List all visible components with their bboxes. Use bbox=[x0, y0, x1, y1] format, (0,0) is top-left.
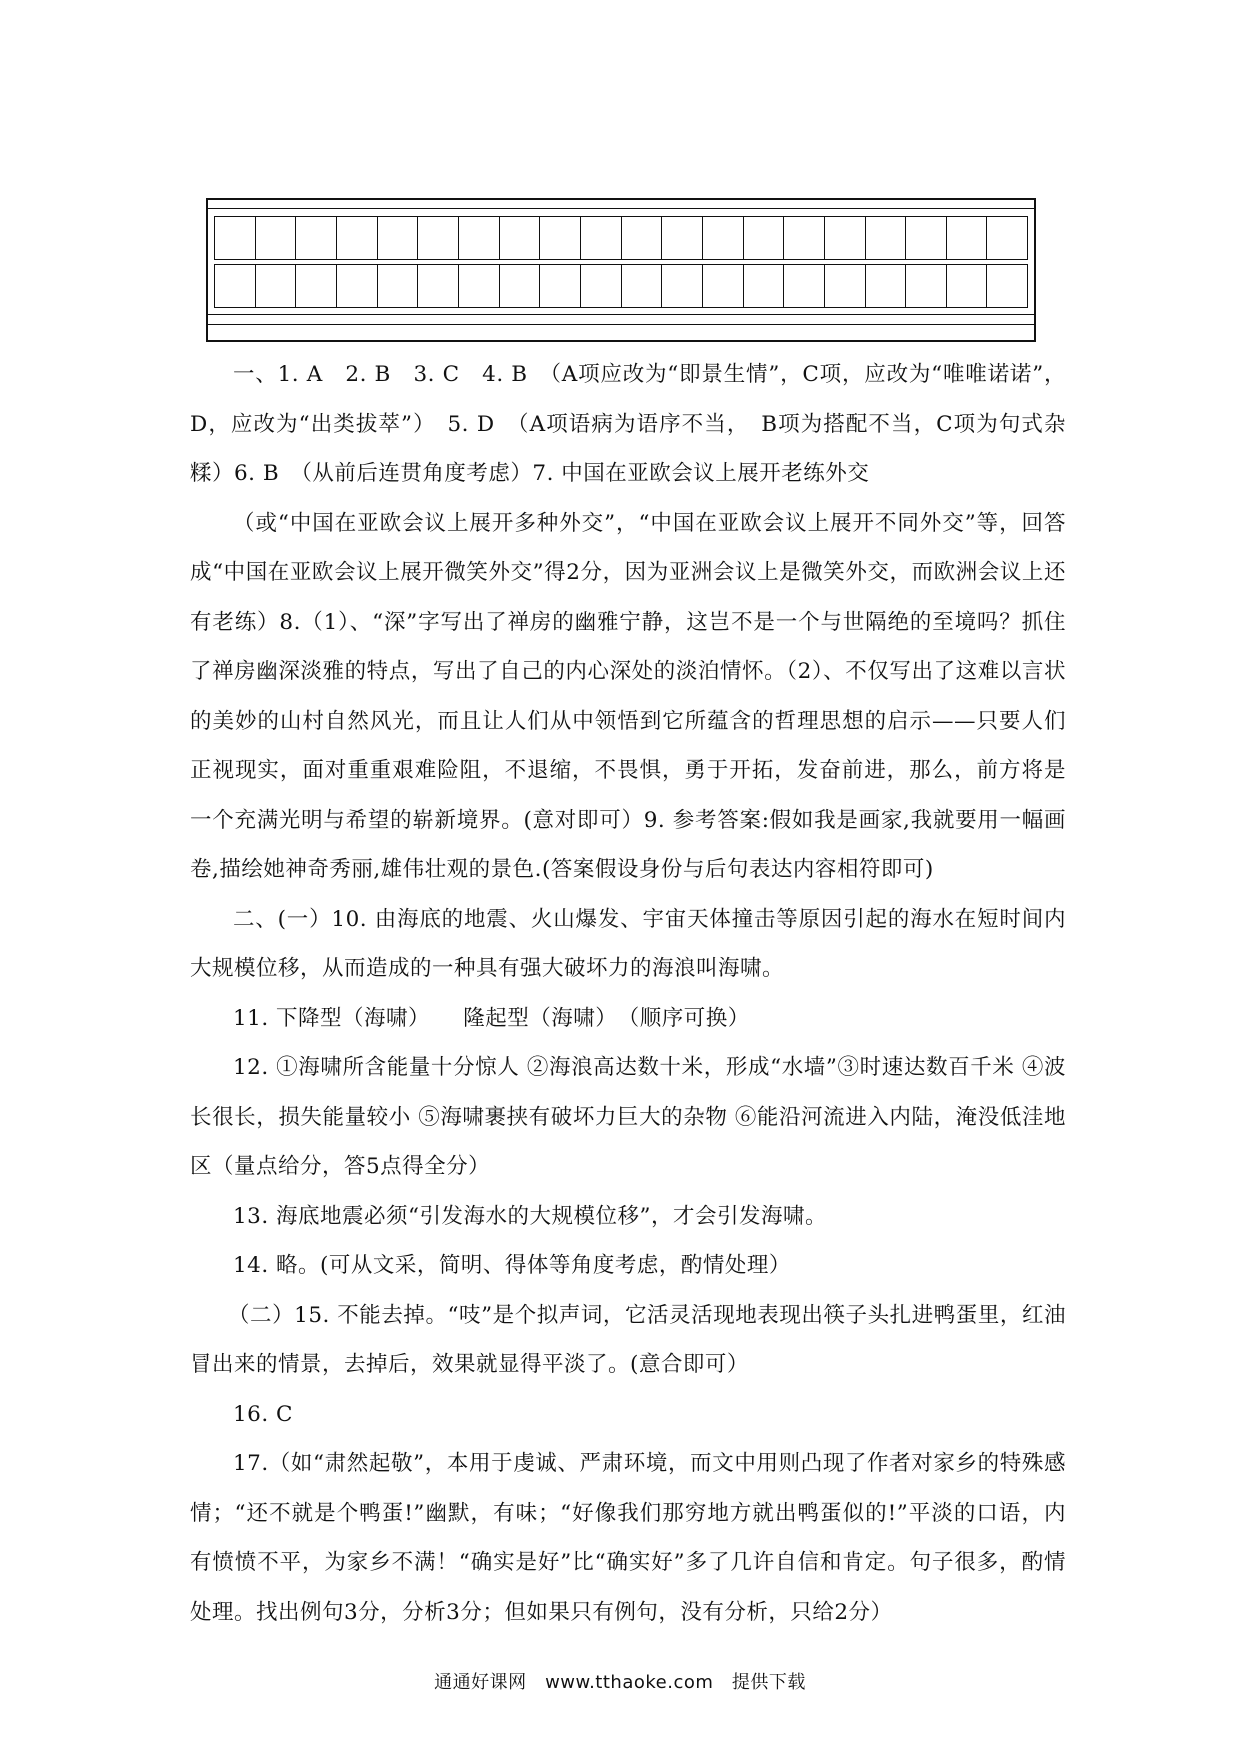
answer-grid-cell bbox=[825, 264, 866, 308]
answer-grid bbox=[206, 198, 1036, 342]
answer-grid-cell bbox=[947, 264, 988, 308]
answer-grid-cell bbox=[622, 216, 663, 260]
answer-grid-cell bbox=[825, 216, 866, 260]
answer-grid-cell bbox=[296, 216, 337, 260]
answer-grid-cell bbox=[256, 264, 297, 308]
answer-q17: 17.（如“肃然起敬”，本用于虔诚、严肃环境，而文中用则凸现了作者对家乡的特殊感情；“还不就是个鸭蛋!”幽默，有味；“好像我们那穷地方就出鸭蛋似的!”平淡的口语，内有愤愤不平，为家乡不满！“确实是好”比“确实好”多了几许自信和肯定。句子很多，酌情处理。找出例句3分，分析3分；但如果只有例句，没有分析，只给2分） bbox=[190, 1451, 1066, 1625]
answer-q11: 11. 下降型（海啸） 隆起型（海啸） （顺序可换） bbox=[233, 1005, 750, 1031]
answer-q15: （二）15. 不能去掉。“吱”是个拟声词，它活灵活现地表现出筷子头扎进鸭蛋里，红油冒出来的情景，去掉后，效果就显得平淡了。(意合即可） bbox=[190, 1302, 1066, 1377]
answer-grid-cell bbox=[500, 216, 541, 260]
answer-q13: 13. 海底地震必须“引发海水的大规模位移”，才会引发海啸。 bbox=[233, 1203, 828, 1229]
answer-grid-cell bbox=[784, 216, 825, 260]
answer-grid-cell bbox=[337, 216, 378, 260]
answer-grid-cell bbox=[744, 264, 785, 308]
answer-grid-cell bbox=[987, 216, 1028, 260]
answer-grid-cell bbox=[622, 264, 663, 308]
answer-grid-cell bbox=[459, 216, 500, 260]
grid-rule-line bbox=[208, 314, 1034, 315]
page-footer: 通通好课网 www.tthaoke.com 提供下载 bbox=[434, 1672, 806, 1693]
answer-grid-cell bbox=[744, 216, 785, 260]
answer-key-text bbox=[190, 350, 1066, 1637]
answer-grid-cell bbox=[418, 216, 459, 260]
answer-grid-cell bbox=[581, 216, 622, 260]
answer-grid-row bbox=[214, 264, 1028, 308]
answer-grid-cell bbox=[540, 264, 581, 308]
answer-grid-cell bbox=[866, 264, 907, 308]
answer-grid-cell bbox=[866, 216, 907, 260]
answer-grid-cell bbox=[947, 216, 988, 260]
answer-section-2-q10: 二、(一）10. 由海底的地震、火山爆发、宇宙天体撞击等原因引起的海水在短时间内大规模位移，从而造成的一种具有强大破坏力的海浪叫海啸。 bbox=[190, 906, 1066, 981]
answer-grid-cell bbox=[540, 216, 581, 260]
answer-grid-cell bbox=[378, 264, 419, 308]
answer-q12: 12. ①海啸所含能量十分惊人 ②海浪高达数十米，形成“水墙”③时速达数百千米 ④波长很长，损失能量较小 ⑤海啸裹挟有破坏力巨大的杂物 ⑥能沿河流进入内陆，淹没低洼地区（量点给分，答5点得全分） bbox=[190, 1055, 1066, 1179]
answer-grid-cell bbox=[378, 216, 419, 260]
grid-rule-line bbox=[208, 324, 1034, 325]
answer-grid-cell bbox=[581, 264, 622, 308]
answer-grid-cell bbox=[296, 264, 337, 308]
answer-grid-cell bbox=[418, 264, 459, 308]
grid-rule-line bbox=[208, 208, 1034, 209]
answer-grid-cell bbox=[459, 264, 500, 308]
answer-grid-cell bbox=[662, 264, 703, 308]
answer-grid-cell bbox=[703, 216, 744, 260]
answer-section-1: 一、1. A 2. B 3. C 4. B （A项应改为“即景生情”，C项，应改为“唯唯诺诺”，D，应改为“出类拔萃”） 5. D （A项语病为语序不当， B项为搭配不当，C项为句式杂糅）6. B （从前后连贯角度考虑）7. 中国在亚欧会议上展开老练外交 bbox=[190, 362, 1066, 486]
answer-grid-row bbox=[214, 216, 1028, 260]
answer-grid-cell bbox=[215, 264, 256, 308]
answer-grid-cell bbox=[703, 264, 744, 308]
answer-q16: 16. C bbox=[233, 1401, 293, 1427]
answer-grid-cell bbox=[906, 264, 947, 308]
answer-grid-cell bbox=[256, 216, 297, 260]
answer-grid-cell bbox=[500, 264, 541, 308]
answer-7-8-9: （或“中国在亚欧会议上展开多种外交”，“中国在亚欧会议上展开不同外交”等，回答成“中国在亚欧会议上展开微笑外交”得2分，因为亚洲会议上是微笑外交，而欧洲会议上还有老练）8.（1）、“深”字写出了禅房的幽雅宁静，这岂不是一个与世隔绝的至境吗？抓住了禅房幽深淡雅的特点，写出了自己的内心深处的淡泊情怀。（2）、不仅写出了这难以言状的美妙的山村自然风光，而且让人们从中领悟到它所蕴含的哲理思想的启示——只要人们正视现实，面对重重艰难险阻，不退缩，不畏惧，勇于开拓，发奋前进，那么，前方将是一个充满光明与希望的崭新境界。(意对即可）9. 参考答案:假如我是画家,我就要用一幅画卷,描绘她神奇秀丽,雄伟壮观的景色.(答案假设身份与后句表达内容相符即可) bbox=[190, 510, 1066, 882]
answer-q14: 14. 略。(可从文采，简明、得体等角度考虑，酌情处理） bbox=[233, 1253, 791, 1278]
answer-grid-cell bbox=[987, 264, 1028, 308]
answer-grid-cell bbox=[662, 216, 703, 260]
answer-grid-cell bbox=[337, 264, 378, 308]
answer-grid-cell bbox=[784, 264, 825, 308]
answer-grid-cell bbox=[215, 216, 256, 260]
answer-grid-cell bbox=[906, 216, 947, 260]
